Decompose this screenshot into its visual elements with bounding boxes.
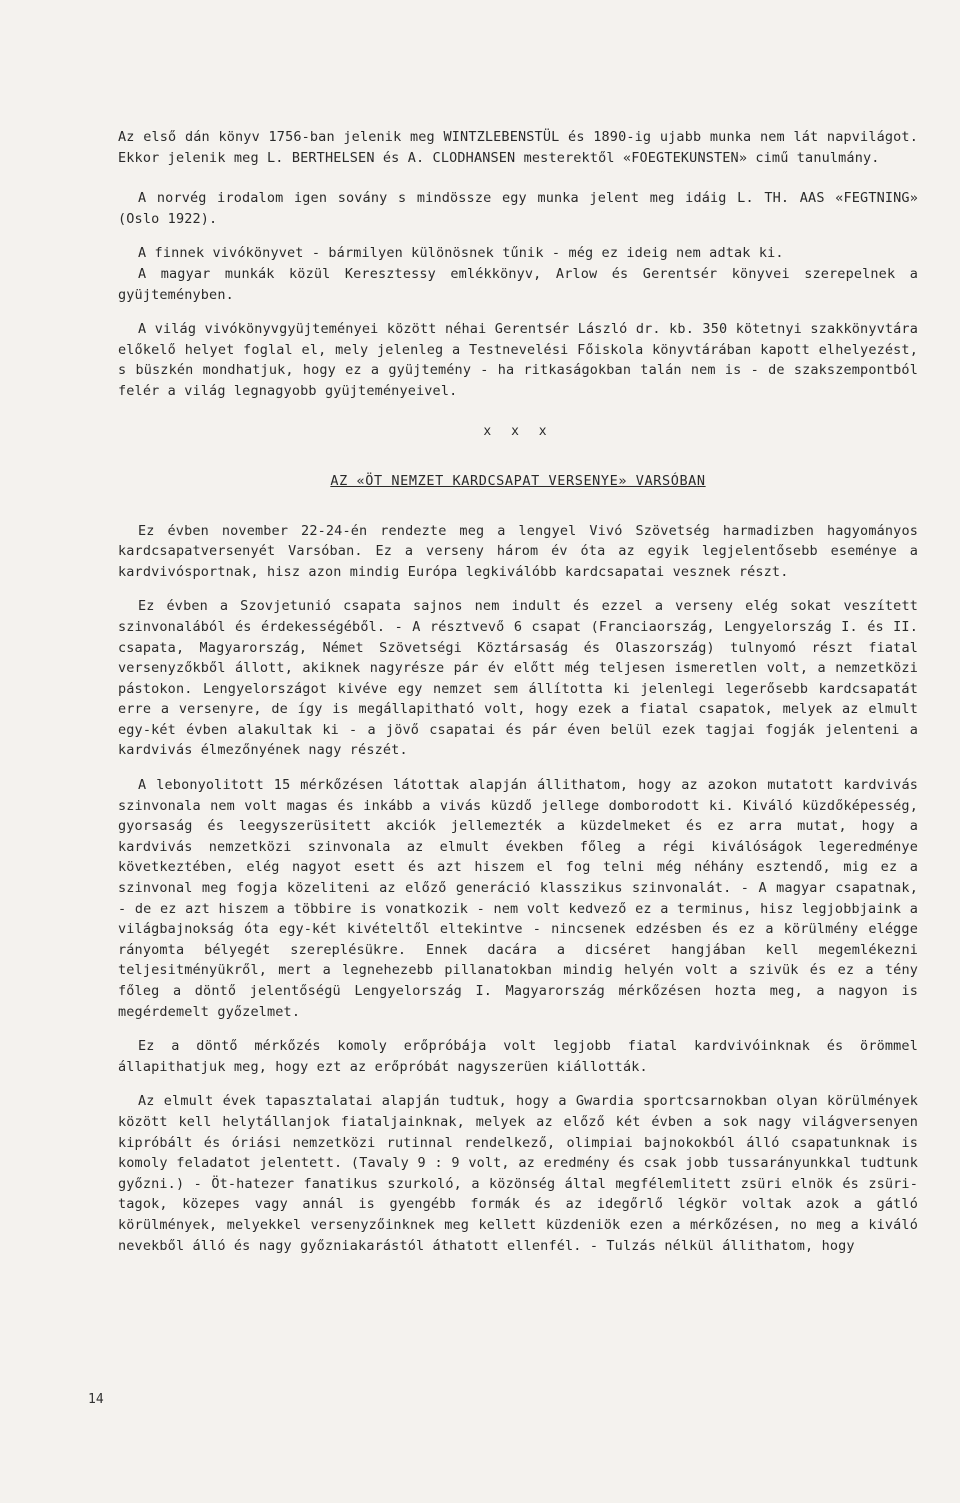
article-heading: AZ «ÖT NEMZET KARDCSAPAT VERSENYE» VARSÓBAN xyxy=(330,472,706,489)
paragraph-world-collections: A világ vivókönyvgyüjteményei között néhai Gerentsér László dr. kb. 350 kötetnyi szakkönyvtára előkelő helyet foglal el, mely jelenleg a Testnevelési Főiskola könyvtárában kapott elhelyezést, s büszkén mondhatjuk, hogy ez a gyüjtemény - ha ritkaságokban talán nem is - de szakszempontból felér a világ legnagyobb gyüjteményeivel. xyxy=(118,321,918,399)
paragraph-norwegian-literature: A norvég irodalom igen sovány s mindössze egy munka jelent meg idáig L. TH. AAS «FEGTNING» (Oslo 1922). xyxy=(118,190,918,227)
paragraph-final-match: Ez a döntő mérkőzés komoly erőpróbája volt legjobb fiatal kardvivóinknak és örömmel állapithatjuk meg, hogy ezt az erőpróbát nagyszerüen kiállották. xyxy=(118,1038,918,1075)
page-number: 14 xyxy=(88,1392,104,1407)
page-content xyxy=(118,127,918,1256)
paragraph-level-assessment: A lebonyolitott 15 mérkőzésen látottak alapján állithatom, hogy az azokon mutatott kardvivás szinvonala nem volt magas és inkább a vivás küzdő jellege domborodott ki. Kiváló küzdőképesség, gyorsaság és leegyszerüsitett akciók jellemezték a küzdelmeket és ez arra mutat, hogy a kardvivás nemzetközi szinvonala az elmult években főleg a régi kiválóságok legeredménye következtében, elég nagyot esett és azt hiszem el fog telni még néhány esztendő, mig ez a szinvonal meg fogja közeliteni az előző generáció klasszikus szinvonalát. - A magyar csapatnak, - de ez azt hiszem a többire is vonatkozik - nem volt kedvező ez a terminus, hisz legjobbjaink a világbajnokság óta egy-két kivételtől eltekintve - nincsenek edzésben és ez a körülmény elégge rányomta bélyegét szereplésükre. Ennek dacára a dicséret hangjában kell megemlékezni teljesitményükről, mert a legnehezebb pillanatokban mindig helyén volt a szivük és ez a tény főleg a döntő jelentőségü Lengyelország I. Magyarország mérkőzésen hozta meg, a nagyon is megérdemelt győzelmet. xyxy=(118,777,918,1020)
paragraph-conditions: Az elmult évek tapasztalatai alapján tudtuk, hogy a Gwardia sportcsarnokban olyan körülmények között kell helytállanjok fiataljainknak, melyek az előző két évben a sok nagy világversenyen kipróbált és óriási nemzetközi rutinnal rendelkező, olimpiai bajnokokból álló csapatunknak is komoly feladatot jelentett. (Tavaly 9 : 9 volt, az eredmény és csak jobb tussarányunkkal tudtunk győzni.) - Öt-hatezer fanatikus szurkoló, a közönség által megfélemlitett zsüri elnök és zsüri-tagok, közepes vagy annál is gyengébb formák és az idegőrlő légkör voltak azok a gátló körülmények, melyekkel versenyzőinknek meg kellett küzdeniök ezen a mérkőzésen, no meg a kiváló nevekből álló és nagy győzniakarástól áthatott ellenfél. - Tulzás nélkül állithatom, hogy xyxy=(118,1093,918,1254)
paragraph-participants: Ez évben a Szovjetunió csapata sajnos nem indult és ezzel a verseny elég sokat veszített szinvonalából és érdekességéből. - A résztvevő 6 csapat (Franciaország, Lengyelország I. és II. csapata, Magyarország, Német Szövetségi Köztársaság és Olaszország) tulnyomó részt fiatal versenyzőkből állott, akiknek nagyrésze pár év előtt még teljesen ismeretlen volt, a nemzetközi pástokon. Lengyelországot kivéve egy nemzet sem állította ki jelenlegi legerősebb kardcsapatát erre a versenyre, de így is megállapitható volt, hogy ezek a fiatal csapatok, melyek az elmult egy-két évben alakultak ki - a jövő csapatai és pár éven belül ezek tagjai fogják jelenteni a kardvivás élmezőnyének nagy részét. xyxy=(118,598,918,759)
paragraph-event-intro: Ez évben november 22-24-én rendezte meg a lengyel Vivó Szövetség harmadizben hagyományos kardcsapatversenyét Varsóban. Ez a verseny három év óta az egyik legjelentősebb eseménye a kardvivósportnak, hisz azon mindig Európa legkiválóbb kardcsapatai vesznek részt. xyxy=(118,522,918,580)
paragraph-danish-books: Az első dán könyv 1756-ban jelenik meg WINTZLEBENSTÜL és 1890-ig ujabb munka nem lát napvilágot. Ekkor jelenik meg L. BERTHELSEN és A. CLODHANSEN mesterektől «FOEGTEKUNSTEN» cimű tanulmány. xyxy=(118,129,918,166)
section-separator: x x x xyxy=(483,423,553,439)
paragraph-hungarian-works: A magyar munkák közül Keresztessy emlékkönyv, Arlow és Gerentsér könyvei szerepelnek a gyüjteményben. xyxy=(118,265,918,303)
paragraph-finnish-books: A finnek vivókönyvet - bármilyen különösnek tűnik - még ez ideig nem adtak ki. xyxy=(138,245,784,262)
